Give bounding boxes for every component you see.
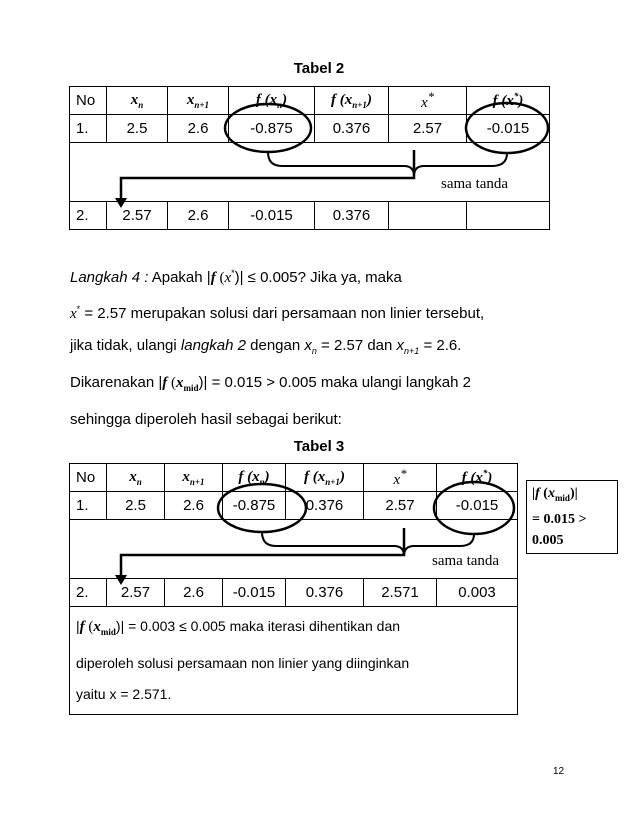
header-no: No: [70, 87, 107, 115]
para-line-4: Dikarenakan |f $(x_{mid})| = 0.015 > 0.005$ maka ulangi langkah 2: [70, 374, 471, 393]
conclusion-line-1: |f $(x_{mid})| = 0.003 \le 0.005$ maka iterasi dihentikan dan: [76, 618, 401, 637]
cell: 2.57: [107, 579, 165, 607]
arrow-head-tabel3: [115, 575, 127, 585]
circle-fxn-tabel2: [225, 104, 311, 152]
cell: 2.57: [389, 115, 467, 143]
cell: -0.875: [223, 492, 286, 520]
para-line-5: sehingga diperoleh hasil sebagai berikut:: [70, 411, 342, 428]
cell: 2.: [70, 579, 107, 607]
header-fxn: f $(x_n)$: [223, 464, 286, 492]
page-number: 12: [553, 766, 565, 777]
cell: 1.: [70, 115, 107, 143]
header-fxstar: f (x*): [467, 87, 550, 115]
cell: -0.015: [223, 579, 286, 607]
cell: -0.875: [229, 115, 315, 143]
cell: 0.003: [437, 579, 518, 607]
header-no: No: [70, 464, 107, 492]
header-xn: $x_n$: [107, 464, 165, 492]
header-fxn: f $(x_n)$: [229, 87, 315, 115]
tabel2-caption: Tabel 2: [293, 60, 345, 77]
cell: 0.376: [315, 115, 389, 143]
arrow-tabel2: [121, 150, 414, 202]
header-xn1: $x_{n+1}$: [165, 464, 223, 492]
cell: 0.376: [286, 492, 364, 520]
para-line-1: Langkah 4 : Apakah |f (x*)| ≤ 0.005? Jika ya, maka: [70, 268, 402, 286]
cell: 2.6: [168, 202, 229, 230]
tabel2-sama-tanda: sama tanda: [441, 176, 509, 192]
header-xstar: x*: [364, 464, 437, 492]
para-line-2: x* = 2.57 merupakan solusi dari persamaan non linier tersebut,: [70, 304, 485, 322]
brace-tabel2: [268, 152, 507, 176]
conclusion-line-3: yaitu x = 2.571.: [76, 685, 172, 702]
para-line-3: jika tidak, ulangi langkah 2 dengan $x_n = 2.57$ dan $x_{n+1} = 2.6$.: [70, 337, 462, 356]
cell: -0.015: [437, 492, 518, 520]
cell: -0.015: [229, 202, 315, 230]
header-xstar: x*: [389, 87, 467, 115]
cell: 0.376: [315, 202, 389, 230]
cell: 0.376: [286, 579, 364, 607]
circle-fxstar-tabel2: [466, 103, 548, 153]
conclusion-line-2: diperoleh solusi persamaan non linier yang diinginkan: [76, 654, 410, 671]
header-xn: $x_n$: [107, 87, 168, 115]
cell: 2.6: [165, 579, 223, 607]
tabel3-sama-tanda: sama tanda: [432, 553, 500, 569]
cell: 2.571: [364, 579, 437, 607]
header-fxn1: f $(x_{n+1})$: [286, 464, 364, 492]
arrow-head-tabel2: [115, 198, 127, 208]
side-note-line-1: |f $(x_{mid})|$: [532, 486, 578, 503]
header-fxn1: f $(x_{n+1})$: [315, 87, 389, 115]
cell: 2.6: [168, 115, 229, 143]
side-note-line-3: 0.005: [532, 532, 564, 548]
side-note-line-2: = 0.015 >: [532, 511, 587, 527]
circle-fxstar-tabel3: [434, 482, 514, 534]
cell: 1.: [70, 492, 107, 520]
circle-fxn-tabel3: [218, 484, 306, 532]
cell: 2.57: [364, 492, 437, 520]
brace-tabel3: [262, 532, 474, 556]
cell: 2.5: [107, 492, 165, 520]
cell: -0.015: [467, 115, 550, 143]
cell: 2.6: [165, 492, 223, 520]
header-fxstar: f (x*): [437, 464, 518, 492]
cell: 2.: [70, 202, 107, 230]
header-xn1: $x_{n+1}$: [168, 87, 229, 115]
cell: 2.57: [107, 202, 168, 230]
cell: 2.5: [107, 115, 168, 143]
tabel3-caption: Tabel 3: [293, 438, 345, 455]
